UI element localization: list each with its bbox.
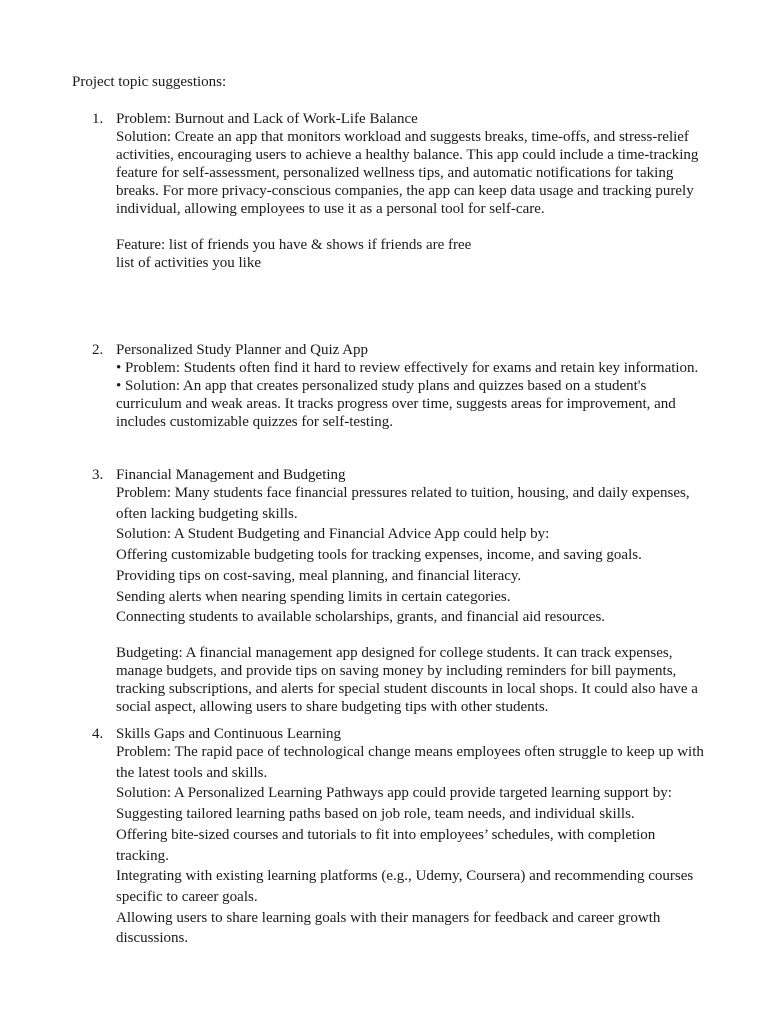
item-point: Connecting students to available scholarships, grants, and financial aid resources.	[116, 609, 606, 626]
item-problem: Problem: Many students face financial pressures related to tuition, housing, and daily expenses, often lacking budgeting skills.	[116, 485, 690, 522]
paragraph-gap	[116, 218, 706, 236]
item-solution: Solution: A Student Budgeting and Financial Advice App could help by:	[116, 526, 550, 543]
item-title: Skills Gaps and Continuous Learning	[116, 726, 341, 742]
item-solution: • Solution: An app that creates personalized study plans and quizzes based on a student's curriculum and weak areas. It tracks progress over time, suggests areas for improvement, and includes customizable quizzes for self-testing.	[116, 378, 676, 430]
item-body	[116, 466, 706, 716]
item-solution: Solution: Create an app that monitors workload and suggests breaks, time-offs, and stress-relief activities, encouraging users to achieve a healthy balance. This app could include a time-tracking feature for self-assessment, personalized wellness tips, and automatic notifications for taking breaks. For more privacy-conscious companies, the app can keep data usage and tracking purely individual, allowing employees to use it as a personal tool for self-care.	[116, 129, 699, 217]
item-point: Offering customizable budgeting tools for tracking expenses, income, and saving goals.	[116, 547, 642, 564]
item-body	[116, 110, 706, 272]
item-title: Financial Management and Budgeting	[116, 467, 346, 483]
item-number: 1.	[92, 111, 104, 127]
item-number: 3.	[92, 467, 104, 483]
item-number: 2.	[92, 342, 104, 358]
item-body	[116, 725, 706, 949]
item-title: Problem: Burnout and Lack of Work-Life Balance	[116, 111, 418, 127]
item-point: Offering bite-sized courses and tutorials to fit into employees’ schedules, with completion tracking.	[116, 826, 656, 864]
item-title: Personalized Study Planner and Quiz App	[116, 342, 369, 358]
item-feature-2: list of activities you like	[116, 255, 261, 271]
item-point: Allowing users to share learning goals with their managers for feedback and career growth discussions.	[116, 909, 661, 947]
item-solution: Solution: A Personalized Learning Pathways app could provide targeted learning support by:	[116, 785, 672, 802]
item-problem: Problem: The rapid pace of technological change means employees often struggle to keep up with the latest tools and skills.	[116, 744, 704, 781]
item-point: Sending alerts when nearing spending limits in certain categories.	[116, 588, 511, 605]
item-problem: • Problem: Students often find it hard to review effectively for exams and retain key information.	[116, 360, 699, 376]
item-point: Integrating with existing learning platforms (e.g., Udemy, Coursera) and recommending courses specific to career goals.	[116, 868, 694, 905]
item-body	[116, 341, 706, 431]
item-point: Suggesting tailored learning paths based on job role, team needs, and individual skills.	[116, 806, 635, 823]
item-summary: Budgeting: A financial management app designed for college students. It can track expenses, manage budgets, and provide tips on saving money by including reminders for bill payments, tracking subscriptions, and alerts for special student discounts in local shops. It could also have a social aspect, allowing users to share budgeting tips with other students.	[116, 644, 698, 715]
paragraph-gap	[116, 628, 706, 644]
item-point: Providing tips on cost-saving, meal planning, and financial literacy.	[116, 567, 522, 584]
intro-heading: Project topic suggestions:	[72, 74, 227, 90]
item-feature: Feature: list of friends you have & shows if friends are free	[116, 237, 472, 253]
item-number: 4.	[92, 726, 104, 742]
